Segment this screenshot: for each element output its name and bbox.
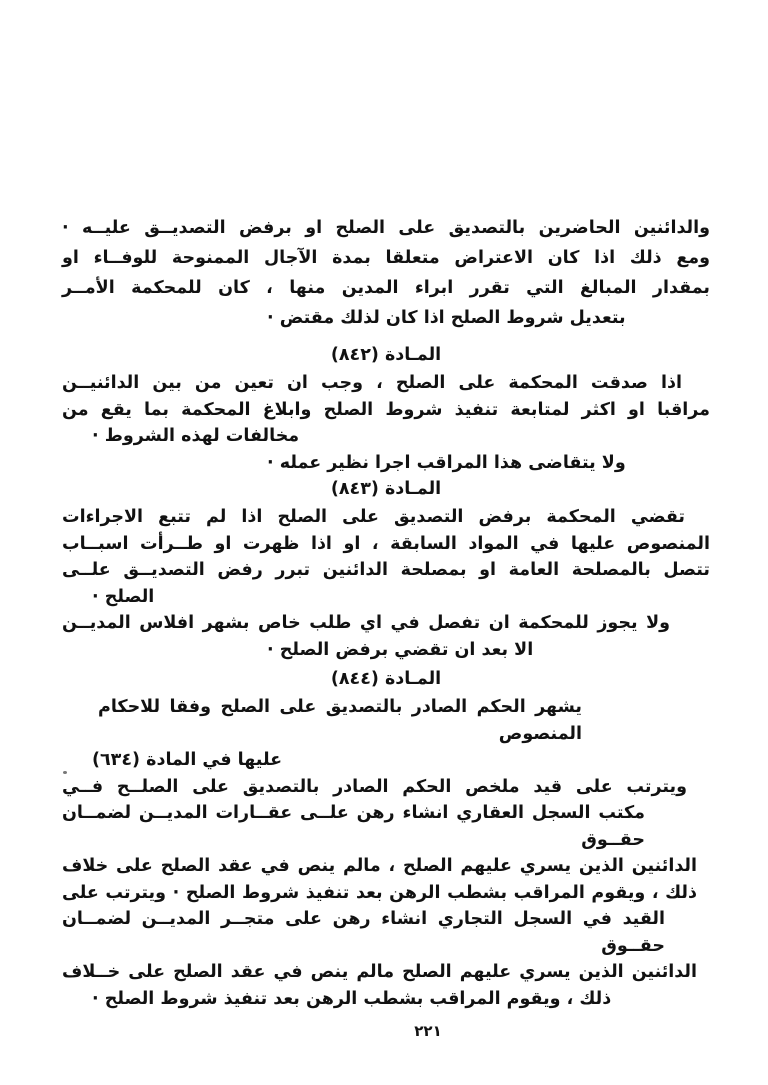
article-842-paragraph-1 — [62, 370, 710, 450]
text-line: اذا صدقت المحكمة على الصلح ، وجب ان تعين من بين الدائنيــن — [62, 373, 682, 393]
article-844-paragraph-2 — [62, 774, 710, 1013]
text-line: ويترتب على قيد ملخص الحكم الصادر بالتصديق على الصلــح فــي — [62, 776, 687, 797]
article-844-paragraph-1 — [62, 694, 710, 774]
text-line: الا بعد ان تقضي برفض الصلح · — [267, 639, 534, 660]
article-842-paragraph-2 — [62, 450, 710, 477]
text-line: تقضي المحكمة برفض التصديق على الصلح اذا لم تتبع الاجراءات — [62, 507, 685, 527]
article-843-paragraph-1 — [62, 504, 710, 610]
page-number: ٢٢١ — [414, 1022, 442, 1040]
text-line: ولا يتقاضى هذا المراقب اجرا نظير عمله · — [267, 452, 626, 473]
text-line: القيد في السجل التجاري انشاء رهن على متجــر المديــن لضمــان حقــوق — [62, 909, 665, 956]
text-line: ومع ذلك اذا كان الاعتراض متعلقا بمدة الآجال الممنوحة للوفــاء او — [62, 248, 710, 268]
text-line: مكتب السجل العقاري انشاء رهن علــى عقــارات المديــن لضمــان حقــوق — [62, 803, 645, 850]
text-line: ذلك ، ويقوم المراقب بشطب الرهن بعد تنفيذ شروط الصلح · — [92, 988, 612, 1009]
article-heading: المـادة (٨٤٣) — [330, 479, 442, 499]
text-line: مراقبا او اكثر لمتابعة تنفيذ شروط الصلح وابلاغ المحكمة بما يقع من — [62, 399, 710, 420]
text-line: تتصل بالمصلحة العامة او بمصلحة الدائنين تبرر رفض التصديــق علــى — [62, 560, 710, 580]
text-line: والدائنين الحاضرين بالتصديق على الصلح او برفض التصديــق عليــه · — [62, 218, 710, 238]
ink-speck — [63, 771, 67, 774]
text-line: يشهر الحكم الصادر بالتصديق على الصلح وفقا للاحكام المنصوص — [98, 697, 582, 744]
text-line: ولا يجوز للمحكمة ان تفصل في اي طلب خاص بشهر افلاس المديــن — [62, 613, 670, 633]
text-line: بمقدار المبالغ التي تقرر ابراء المدين منها ، كان للمحكمة الأمــر — [62, 278, 710, 298]
article-heading: المـادة (٨٤٤) — [330, 669, 442, 689]
text-line: المنصوص عليها في المواد السابقة ، او اذا ظهرت او طــرأت اسبــاب — [62, 533, 710, 554]
intro-paragraph — [62, 213, 710, 333]
text-line: الدائنين الذين يسري عليهم الصلح مالم ينص في عقد الصلح على خــلاف — [62, 962, 697, 982]
article-843-paragraph-2 — [62, 610, 710, 663]
text-line: عليها في المادة (٦٣٤) — [92, 750, 283, 770]
article-heading: المـادة (٨٤٢) — [330, 345, 442, 365]
text-line: الصلح · — [92, 586, 155, 607]
text-line: بتعديل شروط الصلح اذا كان لذلك مقتض · — [267, 308, 626, 328]
text-block — [62, 213, 710, 1012]
text-line: الدائنين الذين يسري عليهم الصلح ، مالم ينص في عقد الصلح على خلاف — [62, 856, 697, 876]
text-line: مخالفات لهذه الشروط · — [92, 426, 300, 446]
text-line: ذلك ، ويقوم المراقب بشطب الرهن بعد تنفيذ شروط الصلح · ويترتب على — [62, 882, 697, 903]
